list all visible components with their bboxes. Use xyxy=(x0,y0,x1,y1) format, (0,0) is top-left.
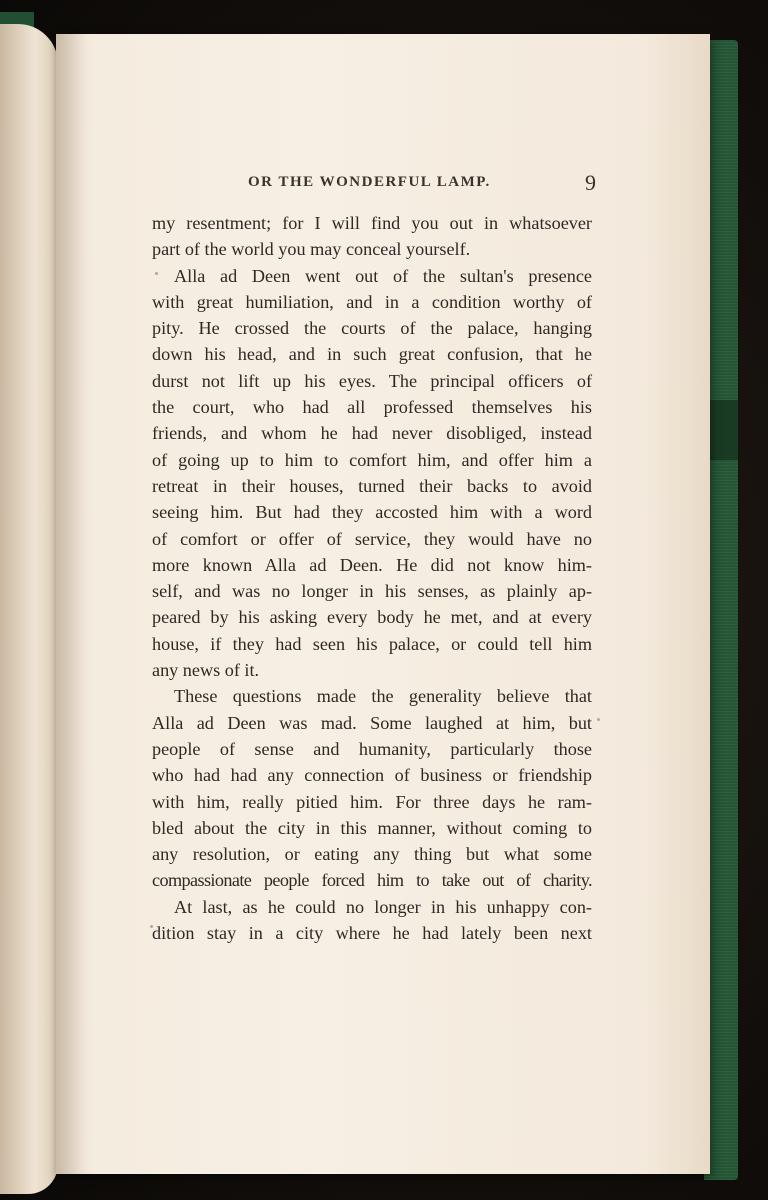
left-page-curl xyxy=(0,24,58,1194)
text-line: dition stay in a city where he had lately been next xyxy=(152,923,592,944)
body-text xyxy=(152,210,592,946)
text-line: Alla ad Deen went out of the sultan's presence xyxy=(174,265,592,286)
text-line: my resentment; for I will find you out in whatsoever xyxy=(152,213,592,233)
text-line: These questions made the generality believe that xyxy=(174,686,592,707)
text-line: the court, who had all professed themselves his xyxy=(152,397,592,418)
text-line: self, and was no longer in his senses, as plainly ap- xyxy=(152,581,592,602)
text-line: durst not lift up his eyes. The principal officers of xyxy=(152,370,592,391)
text-line: with him, really pitied him. For three days he ram- xyxy=(152,791,592,812)
page-header xyxy=(150,170,600,200)
paper-speck xyxy=(597,718,600,721)
text-line: of comfort or offer of service, they would have no xyxy=(152,528,592,549)
text-line: any resolution, or eating any thing but what some xyxy=(152,844,592,865)
text-line: down his head, and in such great confusion, that he xyxy=(152,344,592,365)
text-line: retreat in their houses, turned their backs to avoid xyxy=(152,475,592,496)
text-line: peared by his asking every body he met, and at every xyxy=(152,607,592,628)
text-line: of going up to him to comfort him, and offer him a xyxy=(152,449,592,470)
text-line: friends, and whom he had never disobliged, instead xyxy=(152,423,592,444)
text-line: bled about the city in this manner, without coming to xyxy=(152,817,592,838)
page-gutter-shadow xyxy=(56,34,86,1174)
text-line: any news of it. xyxy=(152,660,260,681)
text-line: who had had any connection of business or friendship xyxy=(152,765,592,786)
cover-spine-band xyxy=(710,400,738,460)
text-line: compassionate people forced him to take out of charity. xyxy=(152,870,592,891)
text-line: Alla ad Deen was mad. Some laughed at him, but xyxy=(152,712,592,733)
text-line: people of sense and humanity, particularly those xyxy=(152,738,592,759)
text-line: house, if they had seen his palace, or could tell him xyxy=(152,633,592,654)
page-number: 9 xyxy=(585,170,596,195)
text-line: part of the world you may conceal yourself. xyxy=(152,239,471,260)
text-line: seeing him. But had they accosted him with a word xyxy=(152,502,592,523)
running-title: OR THE WONDERFUL LAMP. xyxy=(248,174,491,190)
text-line: with great humiliation, and in a condition worthy of xyxy=(152,291,592,312)
text-line: more known Alla ad Deen. He did not know him- xyxy=(152,554,592,575)
text-line: At last, as he could no longer in his unhappy con- xyxy=(174,896,592,917)
text-line: pity. He crossed the courts of the palace, hanging xyxy=(152,318,592,339)
